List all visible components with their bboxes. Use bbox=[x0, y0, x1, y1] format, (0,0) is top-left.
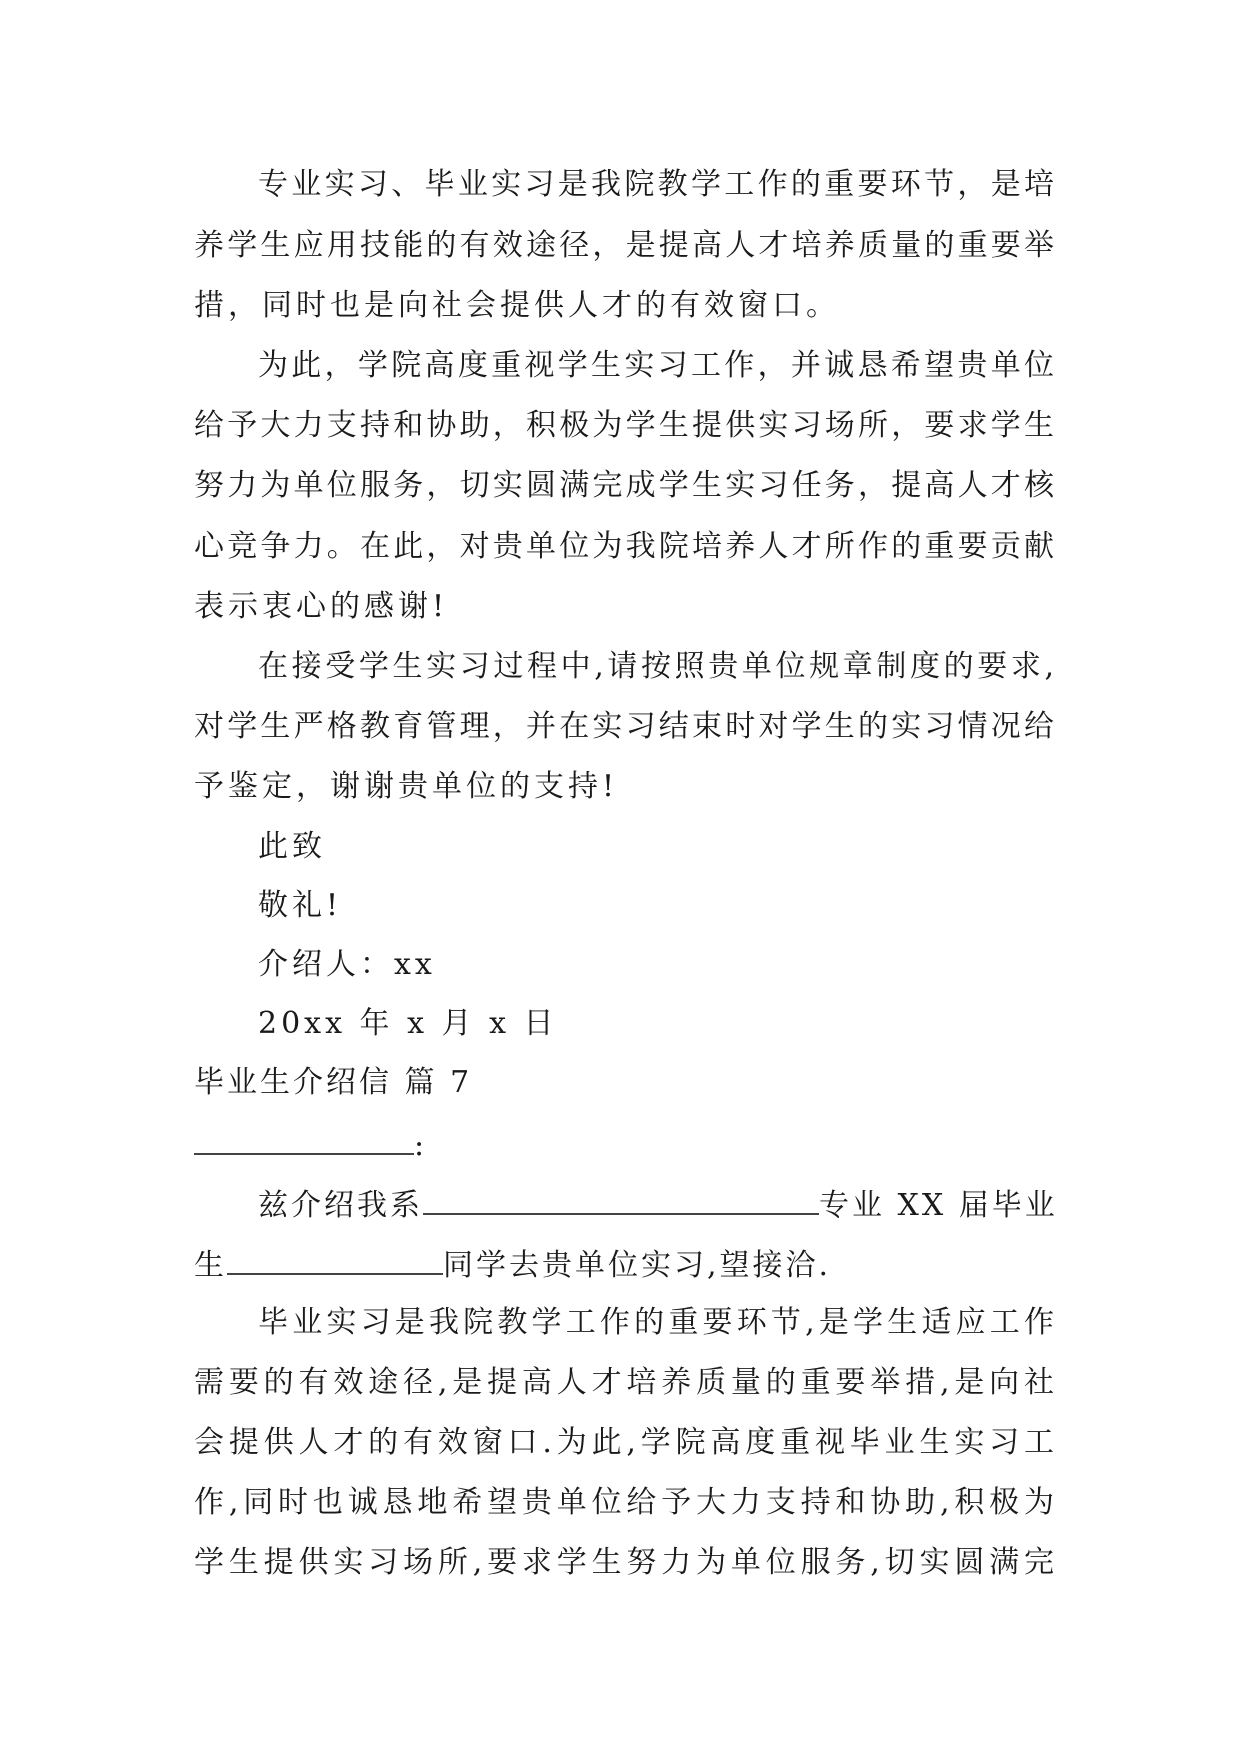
intro2-prefix: 生 bbox=[194, 1248, 227, 1283]
recipient-line bbox=[194, 1123, 1054, 1163]
section-title: 毕业生介绍信 篇 7 bbox=[194, 1065, 473, 1100]
paragraph-2-line-3: 努力为单位服务，切实圆满完成学生实习任务，提高人才核 bbox=[194, 468, 1054, 503]
letter2-paragraph-line-4: 作,同时也诚恳地希望贵单位给予大力支持和协助,积极为 bbox=[194, 1485, 1054, 1520]
salutation-1: 此致 bbox=[258, 829, 326, 864]
paragraph-2-line-5: 表示衷心的感谢! bbox=[194, 589, 449, 624]
paragraph-2-line-2: 给予大力支持和协助，积极为学生提供实习场所，要求学生 bbox=[194, 408, 1054, 443]
date-line: 20xx 年 x 月 x 日 bbox=[258, 1006, 558, 1041]
letter2-paragraph-line-2: 需要的有效途径,是提高人才培养质量的重要举措,是向社 bbox=[194, 1365, 1054, 1400]
introducer-line: 介绍人：xx bbox=[258, 947, 436, 982]
intro2-suffix: 同学去贵单位实习,望接洽. bbox=[443, 1248, 832, 1283]
paragraph-3-line-2: 对学生严格教育管理，并在实习结束时对学生的实习情况给 bbox=[194, 709, 1054, 744]
major-blank bbox=[423, 1183, 819, 1215]
letter2-paragraph-line-5: 学生提供实习场所,要求学生努力为单位服务,切实圆满完 bbox=[194, 1545, 1054, 1580]
intro-suffix: 专业 XX 届毕业 bbox=[819, 1188, 1058, 1223]
intro-line-1 bbox=[258, 1183, 1058, 1223]
letter2-paragraph-line-3: 会提供人才的有效窗口.为此,学院高度重视毕业生实习工 bbox=[194, 1425, 1054, 1460]
salutation-2: 敬礼! bbox=[258, 888, 343, 923]
paragraph-2-line-1: 为此，学院高度重视学生实习工作，并诚恳希望贵单位 bbox=[258, 348, 1054, 383]
paragraph-1-line-2: 养学生应用技能的有效途径，是提高人才培养质量的重要举 bbox=[194, 228, 1054, 263]
intro-line-2 bbox=[194, 1243, 1054, 1283]
paragraph-3-line-1: 在接受学生实习过程中,请按照贵单位规章制度的要求, bbox=[258, 649, 1054, 684]
intro-prefix: 兹介绍我系 bbox=[258, 1188, 423, 1223]
student-name-blank bbox=[227, 1243, 443, 1275]
paragraph-3-line-3: 予鉴定，谢谢贵单位的支持! bbox=[194, 769, 619, 804]
paragraph-1-line-3: 措，同时也是向社会提供人才的有效窗口。 bbox=[194, 288, 840, 323]
paragraph-2-line-4: 心竞争力。在此，对贵单位为我院培养人才所作的重要贡献 bbox=[194, 529, 1054, 564]
letter2-paragraph-line-1: 毕业实习是我院教学工作的重要环节,是学生适应工作 bbox=[258, 1305, 1054, 1340]
recipient-blank bbox=[194, 1123, 414, 1155]
recipient-colon: : bbox=[414, 1128, 429, 1163]
paragraph-1-line-1: 专业实习、毕业实习是我院教学工作的重要环节，是培 bbox=[258, 167, 1054, 202]
